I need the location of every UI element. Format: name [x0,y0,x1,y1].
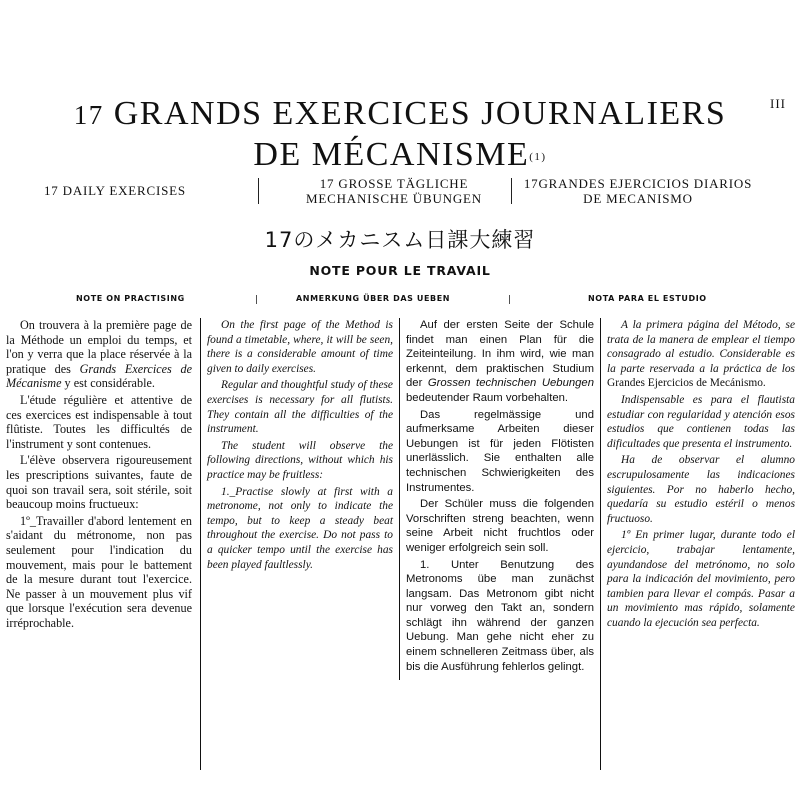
paragraph: On trouvera à la première page de la Méthode un emploi du temps, et l'on y verra que la place réservée à la pratique des Grands Exercices de Mécanisme y est considérable. [6,318,192,391]
subtitle-german-line1: 17 GROSSE TÄGLICHE [319,176,469,191]
paragraph: 1. Unter Benutzung des Metronoms übe man zunächst langsam. Das Metronom gibt nicht nur vorweg den Takt an, sondern schlägt ihn während der ganzen Uebung. Man gehe nicht eher zu einem schnelleren Zeitmass über, als bis die Ausführung fehlerlos gelingt. [406,558,594,673]
paragraph: 1._Practise slowly at first with a metronome, not only to indicate the tempo, but to keep a steady beat throughout the exercise. Do not pass to a quicker tempo until the exercise has been played faultlessly. [207,485,393,571]
heading-separator: | [255,295,259,305]
paragraph: Der Schüler muss die folgenden Vorschriften streng beachten, wenn seine Arbeit nicht fruchtlos oder weniger erfolgreich sein soll. [406,498,594,554]
subtitle-spanish-line2: DE MECANISMO [583,191,693,206]
title-line1-text: GRANDS EXERCICES JOURNALIERS [113,95,727,132]
italic-phrase: Grands Exercices de Mécanisme [6,361,192,391]
subtitle-spanish-line1: 17GRANDES EJERCICIOS DIARIOS [523,176,753,191]
paragraph: Ha de observar el alumno escrupulosamente las indicaciones siguientes. Por no haberlo hecho, quedaría su estudio estéril o menos fructuoso. [607,454,795,525]
footnote-mark: (1) [529,151,547,163]
column-heading-spanish: NOTA PARA EL ESTUDIO [588,294,707,303]
paragraph: Regular and thoughtful study of these exercises is necessary for all flutists. They contain all the difficulties of the instrument. [207,379,393,436]
subtitle-spanish [518,176,758,206]
subtitle-german [288,176,500,206]
paragraph: L'élève observera rigoureusement les prescriptions suivantes, faute de quoi son travail sera, soit stérile, soit beaucoup moins fructueux: [6,453,192,512]
title-number: 17 [73,100,104,130]
column-heading-english: NOTE ON PRACTISING [76,294,185,303]
subtitle-divider [258,178,259,204]
column-french [6,318,192,630]
paragraph: Auf der ersten Seite der Schule findet man einen Plan für die Zeiteinteilung. In ihm wird, wie man erkennt, dem praktischen Studium der Grossen technischen Uebungen bedeutender Raum vorbehalten. [406,319,594,404]
paragraph: 1º En primer lugar, durante todo el ejercicio, trabajar lentamente, ayundandose del metrónomo, no solo para la indicación del movimiento, pero tambien para llevar el compás. Pasar a un movimiento mas rápido, solamente cuando la ejecución sea perfecta. [607,529,795,629]
subtitle-german-line2: MECHANISCHE ÜBUNGEN [306,191,482,206]
subtitle-divider [511,178,512,204]
paragraph: Das regelmässige und aufmerksame Arbeiten dieser Uebungen ist für jeden Flötisten unerlässlich. Sie enthalten alle technischen Schwierigkeiten des Instrumentes. [406,408,594,494]
column-rule [399,318,400,680]
column-english [207,318,393,572]
heading-separator: | [508,295,512,305]
column-heading-german: ANMERKUNG ÜBER DAS UEBEN [296,294,451,303]
column-spanish [607,318,795,630]
column-german [406,318,594,674]
main-title-line2 [0,135,800,175]
japanese-title: 17のメカニスム日課大練習 [264,228,536,252]
column-rule [600,318,601,770]
column-rule [200,318,201,770]
paragraph: Indispensable es para el flautista estudiar con regularidad y atención esos estudios que contienen todas las dificultades que presenta el instrumento. [607,393,795,450]
paragraph: 1º_Travailler d'abord lentement en s'aidant du métronome, non pas seulement pour l'indication du mouvement, mais pour le battement de la mesure durant tout l'exercice. Ne passer à un mouvement plus vif que lorsque l'exécution sera devenue irréprochable. [6,513,192,630]
title-line2-text: DE MÉCANISME [253,136,530,173]
main-title-line1 [0,94,800,135]
subtitle-row [0,176,800,210]
paragraph: On the first page of the Method is found a timetable, where, it will be seen, there is a considerable amount of time given to daily exercises. [207,319,393,375]
subtitle-english: 17 DAILY EXERCISES [44,183,186,198]
roman-phrase: Grandes Ejercicios de Mecánismo. [607,377,766,390]
note-heading: NOTE POUR LE TRAVAIL [309,263,491,278]
italic-phrase: Grossen technischen Uebungen [427,377,594,390]
page-number: III [770,96,786,111]
paragraph: A la primera página del Método, se trata de la manera de emplear el tiempo consagrado al estudio. Considerable es la parte reservada a la práctica de los Grandes Ejercicios de Mecánismo. [607,319,795,390]
paragraph: L'étude régulière et attentive de ces exercices est indispensable à tout flûtiste. Toutes les difficultés de l'instrument y sont contenues. [6,392,192,451]
paragraph: The student will observe the following directions, without which his practice may be fruitless: [207,439,393,481]
